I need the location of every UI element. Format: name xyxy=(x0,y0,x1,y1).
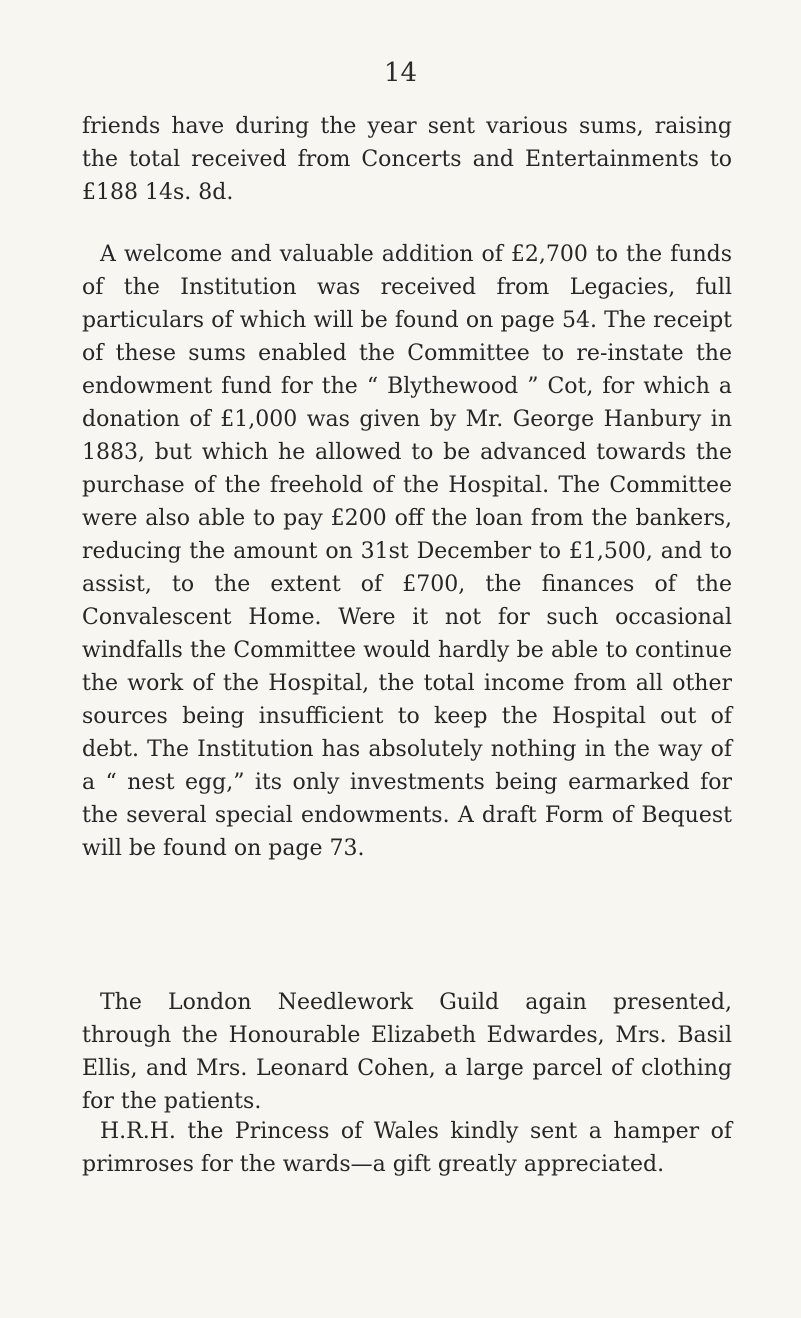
paragraph-3 xyxy=(82,986,732,1118)
page-number: 14 xyxy=(383,58,418,88)
paragraph-text-3: The London Needlework Guild again presented, through the Honourable Elizabeth Edwardes, Mrs. Basil Ellis, and Mrs. Leonard Cohen, a large parcel of clothing for the patients. xyxy=(82,990,732,1114)
paragraph-1 xyxy=(82,110,732,209)
paragraph-text-2: A welcome and valuable addition of £2,700 to the funds of the Institution was received from Legacies, full particulars of which will be found on page 54. The receipt of these sums enabled the Committee to re-instate the endowment fund for the “ Blythewood ” Cot, for which a donation of £1,000 was given by Mr. George Hanbury in 1883, but which he allowed to be advanced towards the purchase of the freehold of the Hospital. The Committee were also able to pay £200 off the loan from the bankers, reducing the amount on 31st December to £1,500, and to assist, to the extent of £700, the finances of the Convalescent Home. Were it not for such occasional windfalls the Committee would hardly be able to continue the work of the Hospital, the total income from all other sources being insufficient to keep the Hospital out of debt. The Institution has absolutely nothing in the way of a “ nest egg,” its only investments being earmarked for the several special endowments. A draft Form of Bequest will be found on page 73. xyxy=(82,242,732,861)
paragraph-text-1: friends have during the year sent various sums, raising the total received from Concerts and Entertainments to £188 14s. 8d. xyxy=(82,114,732,205)
paragraph-2 xyxy=(82,238,732,865)
paragraph-4 xyxy=(82,1115,732,1181)
paragraph-text-4: H.R.H. the Princess of Wales kindly sent a hamper of primroses for the wards—a gift greatly appreciated. xyxy=(82,1119,732,1177)
